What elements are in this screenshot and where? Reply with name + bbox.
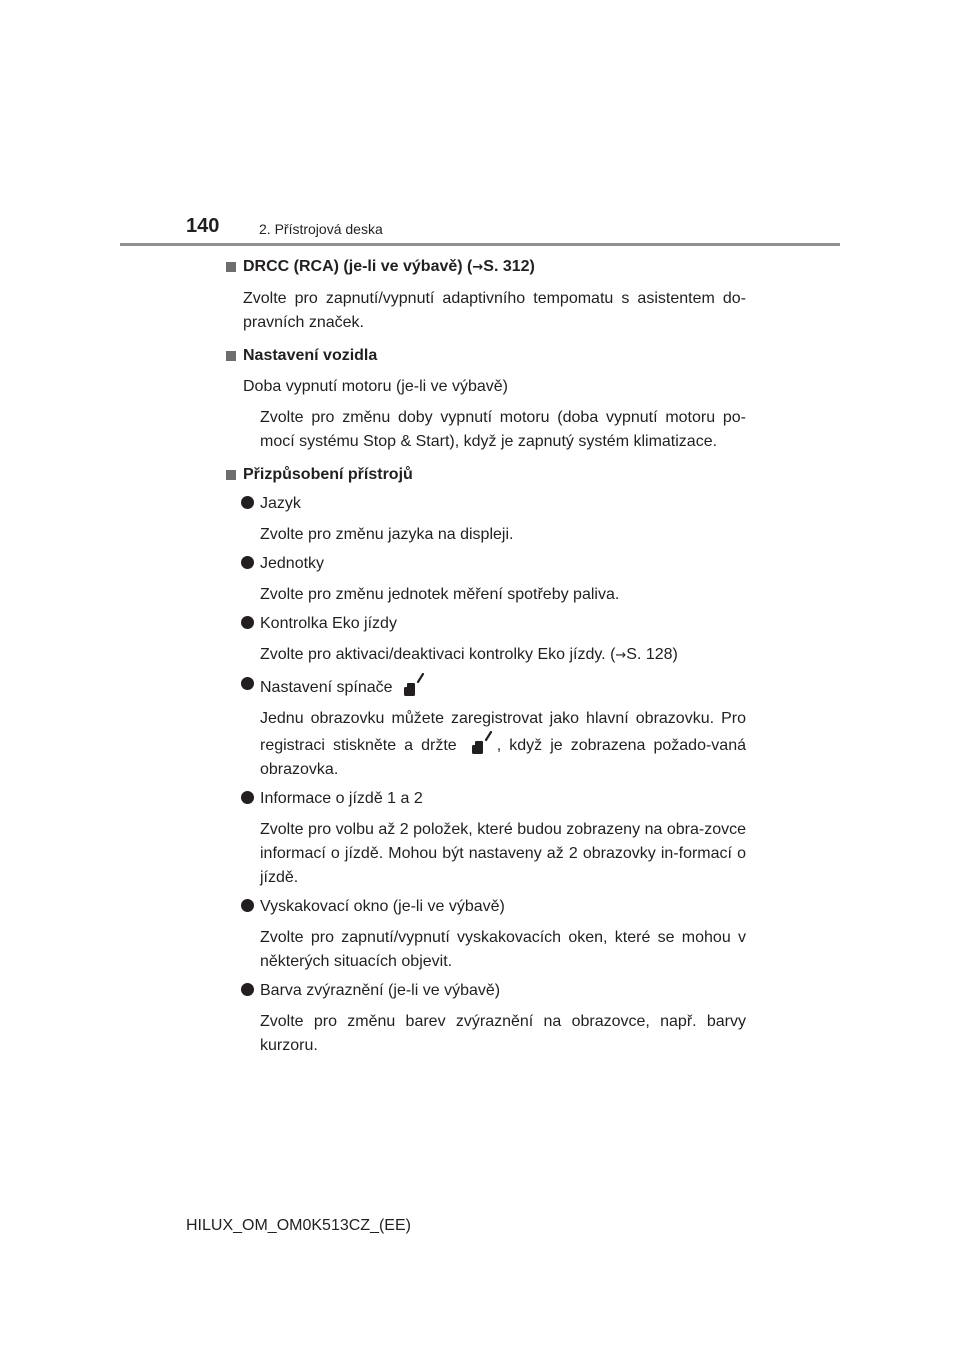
paragraph: Zvolte pro zapnutí/vypnutí vyskakovacích oken, které se mohou v některých situacích objevit.: [260, 929, 746, 970]
heading-text: Přizpůsobení přístrojů: [243, 466, 413, 483]
item-label: Vyskakovací okno (je-li ve výbavě): [260, 898, 505, 915]
paragraph: Zvolte pro volbu až 2 položek, které budou zobrazeny na obra-zovce informací o jízdě. Mohou být nastaveny až 2 obrazovky in-formací o jízdě.: [260, 821, 746, 886]
item-label: Barva zvýraznění (je-li ve výbavě): [260, 982, 501, 999]
meter-switch-icon: [403, 673, 425, 697]
bullet-dot-icon: [241, 983, 254, 996]
paragraph: Zvolte pro změnu jazyka na displeji.: [260, 526, 514, 543]
heading-text: Nastavení vozidla: [243, 347, 378, 364]
bullet-dot-icon: [241, 496, 254, 509]
item-label: Jazyk: [260, 495, 301, 512]
square-bullet-icon: [226, 262, 236, 272]
square-bullet-icon: [226, 351, 236, 361]
list-item-switch-settings: [224, 673, 746, 700]
paragraph: Zvolte pro změnu doby vypnutí motoru (doba vypnutí motoru po-mocí systému Stop & Start), když je zapnutý systém klimatizace.: [260, 409, 746, 450]
item-label: Nastavení spínače: [260, 679, 393, 696]
document-code: HILUX_OM_OM0K513CZ_(EE): [186, 1217, 411, 1234]
item-label: Jednotky: [260, 555, 325, 572]
bullet-dot-icon: [241, 677, 254, 690]
square-bullet-icon: [226, 470, 236, 480]
list-item-popup: [224, 895, 746, 919]
paragraph: Zvolte pro zapnutí/vypnutí adaptivního tempomatu s asistentem do-pravních značek.: [243, 290, 746, 331]
list-item-language: [224, 492, 746, 516]
paragraph: Jednu obrazovku můžete zaregistrovat jako hlavní obrazovku. Pro registraci stiskněte a držte , když je zobrazena požado-vaná obrazovka.: [260, 710, 746, 778]
bullet-dot-icon: [241, 556, 254, 569]
header-rule: [120, 243, 840, 246]
page-reference: S. 128): [626, 646, 678, 663]
arrow-icon: →: [472, 260, 484, 275]
heading-text: DRCC (RCA) (je-li ve výbavě) (: [243, 258, 473, 275]
paragraph: Zvolte pro změnu jednotek měření spotřeby paliva.: [260, 586, 620, 603]
subitem-label: Doba vypnutí motoru (je-li ve výbavě): [243, 378, 508, 395]
item-label: Kontrolka Eko jízdy: [260, 615, 397, 632]
list-item-units: [224, 552, 746, 576]
page-reference: S. 312): [483, 258, 535, 275]
arrow-icon: →: [615, 648, 627, 663]
heading-drcc: [224, 255, 746, 280]
bullet-dot-icon: [241, 791, 254, 804]
paragraph: Zvolte pro změnu barev zvýraznění na obrazovce, např. barvy kurzoru.: [260, 1013, 746, 1054]
section-title: 2. Přístrojová deska: [259, 221, 383, 237]
paragraph: Zvolte pro aktivaci/deaktivaci kontrolky Eko jízdy. (→S. 128): [260, 646, 678, 663]
list-item-accent-color: [224, 979, 746, 1003]
item-label: Informace o jízdě 1 a 2: [260, 790, 423, 807]
list-item-eco-indicator: [224, 612, 746, 636]
bullet-dot-icon: [241, 899, 254, 912]
page-number: 140: [186, 215, 220, 237]
heading-gauge-customization: [224, 463, 746, 487]
bullet-dot-icon: [241, 616, 254, 629]
list-item-trip-info: [224, 787, 746, 811]
page-content: [224, 252, 746, 1058]
meter-switch-icon: [471, 731, 493, 755]
heading-vehicle-settings: [224, 344, 746, 368]
